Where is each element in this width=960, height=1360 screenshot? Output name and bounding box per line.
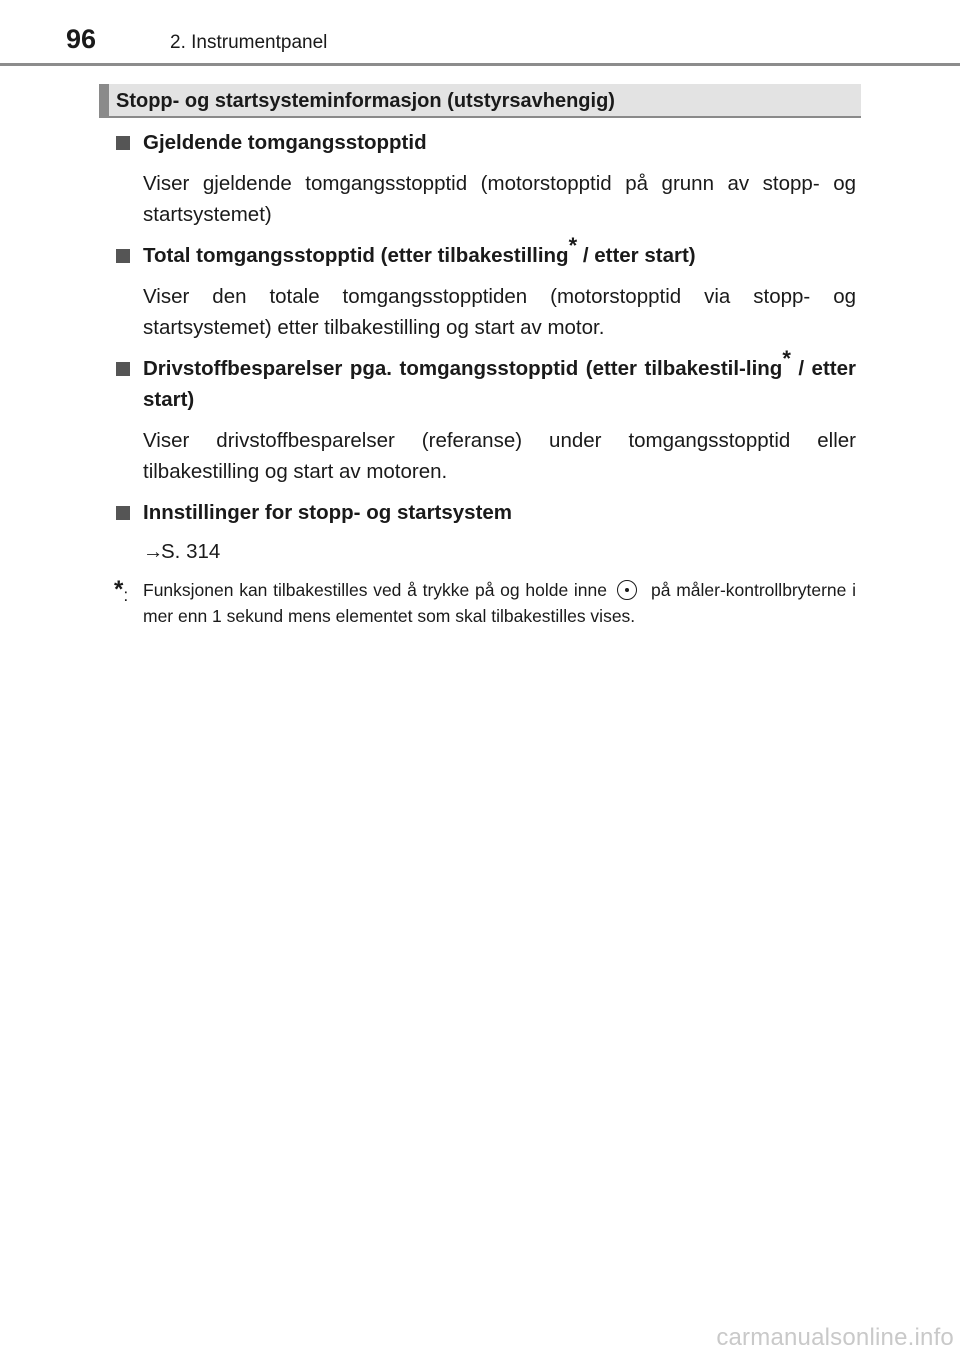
page-number: 96 <box>66 24 97 54</box>
list-item <box>114 127 856 230</box>
select-button-icon <box>617 580 637 600</box>
square-bullet-icon <box>116 506 130 520</box>
item-heading <box>114 346 856 415</box>
item-heading-text: Drivstoffbesparelser pga. tomgangsstopptid (etter tilbakestil-ling <box>143 357 783 380</box>
item-heading <box>114 497 856 528</box>
item-description: Viser gjeldende tomgangsstopptid (motorstopptid på grunn av stopp- og startsystemet) <box>143 172 856 226</box>
page-content <box>114 127 856 629</box>
chapter-title: 2. Instrumentpanel <box>170 32 328 53</box>
item-description: Viser den totale tomgangsstopptiden (motorstopptid via stopp- og startsystemet) etter tilbakestilling og start av motor. <box>143 285 856 339</box>
header-divider <box>0 63 960 66</box>
footnote-text: Funksjonen kan tilbakestilles ved å trykke på og holde inne <box>143 580 607 600</box>
footnote <box>114 577 856 629</box>
page-reference[interactable] <box>114 536 856 567</box>
square-bullet-icon <box>116 136 130 150</box>
section-title: Stopp- og startsysteminformasjon (utstyrsavhengig) <box>116 90 615 112</box>
item-heading <box>114 233 856 271</box>
item-heading-text: Total tomgangsstopptid (etter tilbakestilling <box>143 244 569 267</box>
footnote-marker <box>114 577 128 608</box>
footnote-star-marker: * <box>568 233 578 258</box>
section-bar-accent <box>99 84 109 116</box>
footnote-colon: : <box>123 585 129 605</box>
footnote-text-continued: på måler-kontrollbryterne i mer enn 1 sekund mens elementet som skal tilbakestilles vises. <box>143 580 856 626</box>
page-reference-link[interactable]: S. 314 <box>161 540 221 563</box>
square-bullet-icon <box>116 249 130 263</box>
item-description: Viser drivstoffbesparelser (referanse) under tomgangsstopptid eller tilbakestilling og start av motoren. <box>143 429 856 483</box>
list-item <box>114 233 856 343</box>
item-heading-text: Innstillinger for stopp- og startsystem <box>143 501 513 524</box>
list-item <box>114 497 856 567</box>
arrow-right-icon: → <box>143 540 164 563</box>
square-bullet-icon <box>116 362 130 376</box>
item-heading-text: Gjeldende tomgangsstopptid <box>143 131 427 154</box>
item-heading-text-suffix: / etter start) <box>577 244 696 267</box>
footnote-star: * <box>114 576 124 603</box>
item-heading <box>114 127 856 158</box>
list-item <box>114 346 856 487</box>
section-title-bar <box>99 84 861 118</box>
watermark: carmanualsonline.info <box>716 1324 954 1351</box>
item-heading-text-suffix: / etter start) <box>143 357 856 411</box>
page-header <box>0 0 960 66</box>
footnote-star-marker: * <box>782 346 791 371</box>
